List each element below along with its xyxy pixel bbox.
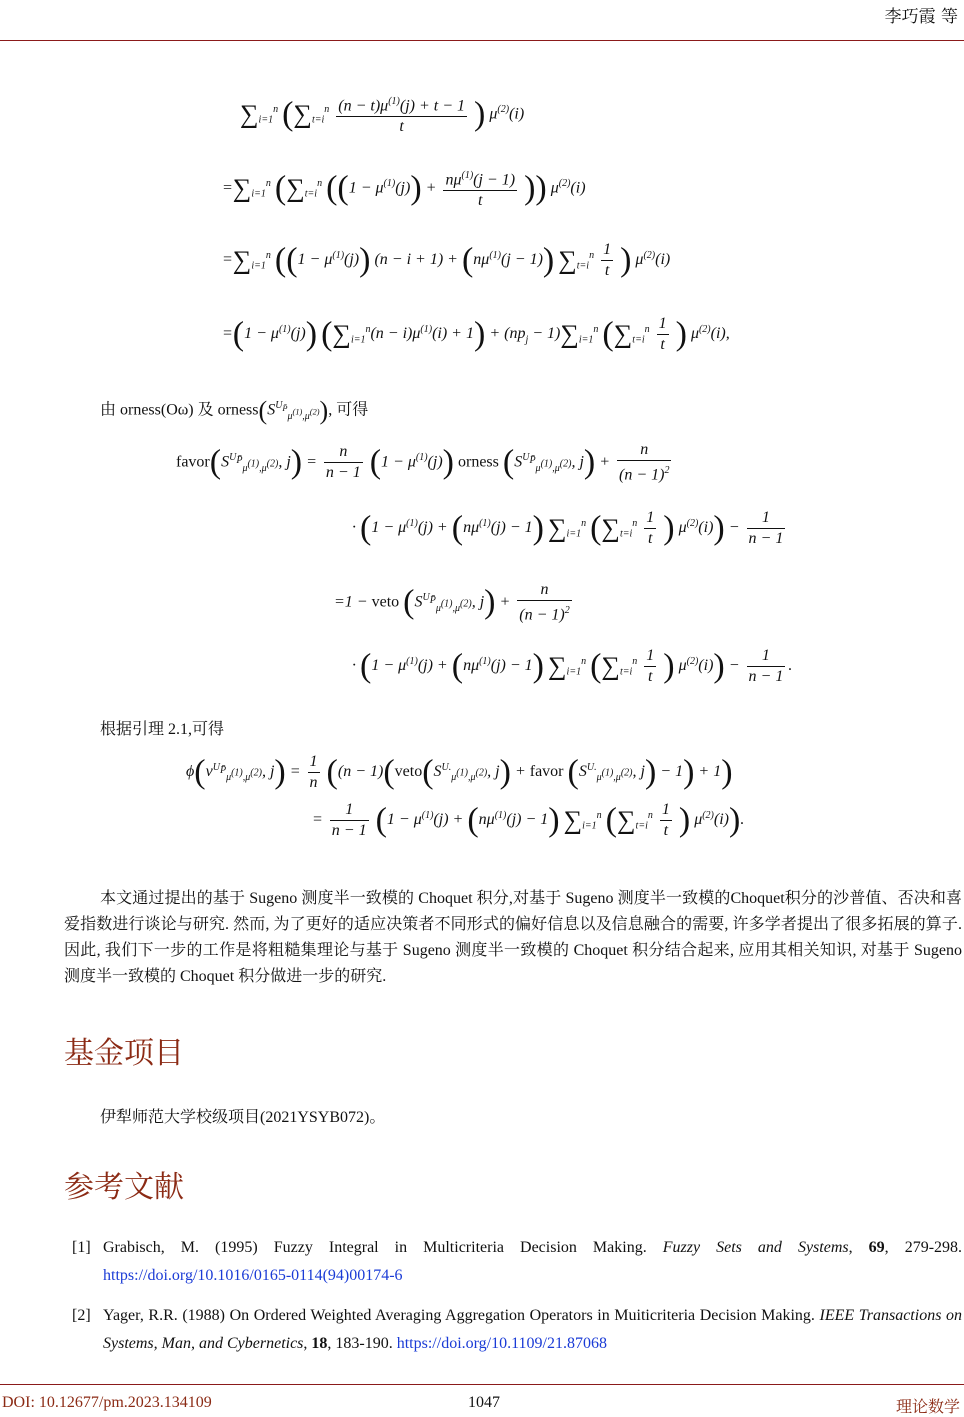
- funding-text: 伊犁师范大学校级项目(2021YSYB072)。: [100, 1109, 386, 1126]
- footer-journal: 理论数学: [895, 1399, 960, 1416]
- favor-equation-line-1: $favor(S^{U_{P̄}}_{\mu^{(1)},\mu^{(2)}}$, j) = $\frac{n}{n - 1}$ $(1 - \mu^{(1)}(j))$ orness ($S^{U_{P̄}}_{\mu^{(1)},\mu^{(2)}}$, j) + $\frac{n}{(n - 1)^2}$: [176, 441, 670, 484]
- favor-equation-line-4: · ($1 - \mu^{(1)}(j) + (n\mu^{(1)}(j) - 1)$ $\sum_{i=1}^n$ ($\sum_{t=i}^n$ $\frac{1}{t}$ ) $\mu^{(2)}(i)$) − $\frac{1}{n - 1}$ .: [352, 647, 793, 685]
- page-footer: [0, 1384, 964, 1415]
- reference-item: [1] Grabisch, M. (1995) Fuzzy Integral in Multicriteria Decision Making. Fuzzy Sets and Systems, 69, 279-298. https://doi.org/10.1016/0165-0114(94)00174-6: [64, 1234, 962, 1290]
- page-header: [0, 0, 964, 41]
- references-heading: 参考文献: [64, 1170, 184, 1205]
- lemma-sentence: 根据引理 2.1,可得: [100, 721, 225, 738]
- header-author: 李巧霞 等: [884, 7, 958, 27]
- favor-equation-line-3: =1 − veto ($S^{U_{P̄}}_{\mu^{(1)},\mu^{(2)}}$, j) + $\frac{n}{(n - 1)^2}$: [334, 581, 570, 624]
- phi-equation-line-2: = $\frac{1}{n - 1}$ ($1 - \mu^{(1)}(j) + (n\mu^{(1)}(j) - 1)$ $\sum_{i=1}^n$ ($\sum_{t=i}^n$ $\frac{1}{t}$ ) $\mu^{(2)}(i)$).: [312, 801, 745, 839]
- reference-number: [2]: [72, 1307, 91, 1324]
- conclusion-paragraph: 本文通过提出的基于 Sugeno 测度半一致模的 Choquet 积分,对基于 Sugeno 测度半一致模的Choquet积分的沙普值、否决和喜爱指数进行谈论与研究. 然而, 为了更好的适应决策者不同形式的偏好信息以及信息融合的需要, 许多学者提出了很多拓展的算子. 因此, 我们下一步的工作是将粗糙集理论与基于 Sugeno 测度半一致模的 Choquet 积分结合起来, 应用其相关知识, 对基于 Sugeno 测度半一致模的 Choquet 积分做进一步的研究.: [64, 890, 962, 985]
- footer-page-number: 1047: [468, 1394, 500, 1411]
- equation-line-2: $=\sum_{i=1}^n$ ($\sum_{t=i}^n$ ($(1 - \mu^{(1)}(j))$ + $\frac{n\mu^{(1)}(j - 1)}{t}$ )) $\mu^{(2)}(i)$: [222, 166, 586, 211]
- phi-equation-line-1: $\phi(v^{U_{P̄}}_{\mu^{(1)},\mu^{(2)}}$, j) = $\frac{1}{n}$ ($(n - 1)(veto(S^{U.}_{\mu^{(1)},\mu^{(2)}}$, j) + favor ($S^{U.}_{\mu^{(1)},\mu^{(2)}}$, j) − 1) + 1): [186, 753, 733, 791]
- reference-doi-link[interactable]: https://doi.org/10.1016/0165-0114(94)00174-6: [103, 1267, 403, 1284]
- funding-heading: 基金项目: [64, 1036, 184, 1071]
- lead-sentence: 由 orness(Oω) 及 $orness(S^{U_{P̄}}_{\mu^{(1)},\mu^{(2)}})$, 可得: [100, 396, 369, 425]
- equation-line-4: $=(1 - \mu^{(1)}(j))$ $(\sum_{i=1}^n(n - i)\mu^{(1)}(i) + 1) + (np_j - 1)\sum_{i=1}^n$ ($\sum_{t=i}^n$ $\frac{1}{t}$ ) $\mu^{(2)}(i)$,: [222, 315, 730, 353]
- favor-equation-line-2: · ($1 - \mu^{(1)}(j) + (n\mu^{(1)}(j) - 1)$ $\sum_{i=1}^n$ ($\sum_{t=i}^n$ $\frac{1}{t}$ ) $\mu^{(2)}(i)$) − $\frac{1}{n - 1}$: [352, 509, 784, 547]
- reference-doi-link[interactable]: https://doi.org/10.1109/21.87068: [396, 1335, 607, 1352]
- equation-line-1: $\sum_{i=1}^n$ ($\sum_{t=i}^n$ $\frac{(n - t)\mu^{(1)}(j) + t - 1}{t}$ ) $\mu^{(2)}(i)$: [240, 92, 524, 137]
- reference-item: [2] Yager, R.R. (1988) On Ordered Weighted Averaging Aggregation Operators in Muiticriteria Decision Making. IEEE Transactions on Systems, Man, and Cybernetics, 18, 183-190. https://doi.org/10.1109/21.87068: [64, 1302, 962, 1358]
- equation-line-3: $=\sum_{i=1}^n$ ($(1 - \mu^{(1)}(j))$ $(n - i + 1) + (n\mu^{(1)}(j - 1))$ $\sum_{t=i}^n$ $\frac{1}{t}$ ) $\mu^{(2)}(i)$: [222, 241, 671, 279]
- footer-doi: DOI: 10.12677/pm.2023.134109: [2, 1394, 212, 1411]
- reference-number: [1]: [72, 1239, 91, 1256]
